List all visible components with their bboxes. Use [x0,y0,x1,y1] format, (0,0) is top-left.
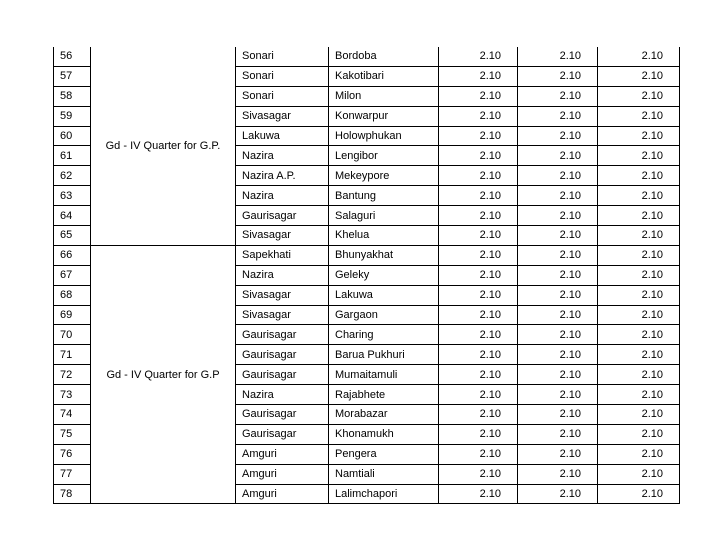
serial-number-cell: 57 [54,66,91,86]
site-name-cell: Mumaitamuli [329,365,439,385]
site-name-cell: Geleky [329,265,439,285]
value-cell-1: 2.10 [439,106,518,126]
value-cell-3: 2.10 [598,47,680,66]
value-cell-1: 2.10 [439,66,518,86]
value-cell-1: 2.10 [439,126,518,146]
value-cell-3: 2.10 [598,66,680,86]
value-cell-3: 2.10 [598,345,680,365]
serial-number-cell: 61 [54,146,91,166]
site-name-cell: Lengibor [329,146,439,166]
table-body [54,47,680,504]
value-cell-2: 2.10 [518,146,598,166]
value-cell-2: 2.10 [518,305,598,325]
group-label-cell: Gd - IV Quarter for G.P. [91,47,236,245]
value-cell-3: 2.10 [598,424,680,444]
location-cell: Nazira [236,265,329,285]
value-cell-1: 2.10 [439,146,518,166]
value-cell-3: 2.10 [598,166,680,186]
value-cell-3: 2.10 [598,305,680,325]
site-name-cell: Mekeypore [329,166,439,186]
table-row [54,47,680,66]
serial-number-cell: 66 [54,245,91,265]
site-name-cell: Gargaon [329,305,439,325]
site-name-cell: Bantung [329,186,439,206]
site-name-cell: Holowphukan [329,126,439,146]
value-cell-2: 2.10 [518,484,598,504]
value-cell-2: 2.10 [518,206,598,226]
site-name-cell: Bordoba [329,47,439,66]
serial-number-cell: 78 [54,484,91,504]
table-row [54,245,680,265]
value-cell-2: 2.10 [518,464,598,484]
location-cell: Sonari [236,66,329,86]
value-cell-3: 2.10 [598,484,680,504]
value-cell-3: 2.10 [598,285,680,305]
serial-number-cell: 75 [54,424,91,444]
serial-number-cell: 67 [54,265,91,285]
value-cell-1: 2.10 [439,385,518,405]
location-cell: Amguri [236,464,329,484]
location-cell: Sivasagar [236,226,329,246]
value-cell-3: 2.10 [598,186,680,206]
serial-number-cell: 72 [54,365,91,385]
site-name-cell: Konwarpur [329,106,439,126]
serial-number-cell: 64 [54,206,91,226]
location-cell: Gaurisagar [236,365,329,385]
location-cell: Amguri [236,484,329,504]
site-name-cell: Barua Pukhuri [329,345,439,365]
value-cell-2: 2.10 [518,106,598,126]
value-cell-3: 2.10 [598,444,680,464]
value-cell-2: 2.10 [518,444,598,464]
value-cell-3: 2.10 [598,464,680,484]
site-name-cell: Lalimchapori [329,484,439,504]
value-cell-2: 2.10 [518,385,598,405]
location-cell: Nazira A.P. [236,166,329,186]
location-cell: Nazira [236,146,329,166]
serial-number-cell: 58 [54,86,91,106]
value-cell-2: 2.10 [518,245,598,265]
site-name-cell: Milon [329,86,439,106]
serial-number-cell: 76 [54,444,91,464]
value-cell-3: 2.10 [598,206,680,226]
value-cell-2: 2.10 [518,66,598,86]
site-name-cell: Pengera [329,444,439,464]
site-name-cell: Salaguri [329,206,439,226]
serial-number-cell: 60 [54,126,91,146]
value-cell-2: 2.10 [518,47,598,66]
location-cell: Gaurisagar [236,345,329,365]
value-cell-2: 2.10 [518,126,598,146]
site-name-cell: Khelua [329,226,439,246]
value-cell-2: 2.10 [518,365,598,385]
value-cell-3: 2.10 [598,245,680,265]
value-cell-2: 2.10 [518,166,598,186]
value-cell-3: 2.10 [598,126,680,146]
location-cell: Amguri [236,444,329,464]
value-cell-1: 2.10 [439,405,518,425]
value-cell-1: 2.10 [439,325,518,345]
value-cell-3: 2.10 [598,86,680,106]
value-cell-3: 2.10 [598,365,680,385]
serial-number-cell: 68 [54,285,91,305]
value-cell-1: 2.10 [439,305,518,325]
site-name-cell: Kakotibari [329,66,439,86]
site-name-cell: Lakuwa [329,285,439,305]
site-name-cell: Namtiali [329,464,439,484]
value-cell-1: 2.10 [439,285,518,305]
serial-number-cell: 77 [54,464,91,484]
value-cell-1: 2.10 [439,186,518,206]
location-cell: Sivasagar [236,106,329,126]
location-cell: Nazira [236,186,329,206]
site-name-cell: Rajabhete [329,385,439,405]
value-cell-1: 2.10 [439,464,518,484]
value-cell-2: 2.10 [518,345,598,365]
serial-number-cell: 73 [54,385,91,405]
value-cell-3: 2.10 [598,405,680,425]
serial-number-cell: 59 [54,106,91,126]
value-cell-2: 2.10 [518,186,598,206]
location-cell: Gaurisagar [236,424,329,444]
serial-number-cell: 56 [54,47,91,66]
data-table-page [53,47,679,504]
serial-number-cell: 70 [54,325,91,345]
location-cell: Sonari [236,86,329,106]
value-cell-2: 2.10 [518,285,598,305]
value-cell-1: 2.10 [439,424,518,444]
value-cell-1: 2.10 [439,47,518,66]
value-cell-2: 2.10 [518,405,598,425]
serial-number-cell: 71 [54,345,91,365]
site-name-cell: Morabazar [329,405,439,425]
location-cell: Sonari [236,47,329,66]
location-cell: Sivasagar [236,305,329,325]
value-cell-3: 2.10 [598,325,680,345]
value-cell-1: 2.10 [439,484,518,504]
site-name-cell: Bhunyakhat [329,245,439,265]
location-cell: Gaurisagar [236,206,329,226]
data-table [53,47,680,504]
serial-number-cell: 69 [54,305,91,325]
value-cell-1: 2.10 [439,245,518,265]
site-name-cell: Charing [329,325,439,345]
serial-number-cell: 63 [54,186,91,206]
value-cell-1: 2.10 [439,166,518,186]
serial-number-cell: 74 [54,405,91,425]
serial-number-cell: 65 [54,226,91,246]
serial-number-cell: 62 [54,166,91,186]
value-cell-2: 2.10 [518,325,598,345]
location-cell: Gaurisagar [236,405,329,425]
value-cell-1: 2.10 [439,86,518,106]
value-cell-1: 2.10 [439,265,518,285]
location-cell: Gaurisagar [236,325,329,345]
value-cell-1: 2.10 [439,444,518,464]
value-cell-2: 2.10 [518,424,598,444]
value-cell-1: 2.10 [439,345,518,365]
value-cell-3: 2.10 [598,226,680,246]
location-cell: Nazira [236,385,329,405]
value-cell-2: 2.10 [518,265,598,285]
value-cell-3: 2.10 [598,146,680,166]
group-label-cell: Gd - IV Quarter for G.P [91,245,236,504]
location-cell: Lakuwa [236,126,329,146]
location-cell: Sapekhati [236,245,329,265]
value-cell-3: 2.10 [598,265,680,285]
value-cell-2: 2.10 [518,226,598,246]
value-cell-1: 2.10 [439,365,518,385]
value-cell-1: 2.10 [439,226,518,246]
value-cell-1: 2.10 [439,206,518,226]
value-cell-3: 2.10 [598,385,680,405]
site-name-cell: Khonamukh [329,424,439,444]
location-cell: Sivasagar [236,285,329,305]
value-cell-2: 2.10 [518,86,598,106]
value-cell-3: 2.10 [598,106,680,126]
